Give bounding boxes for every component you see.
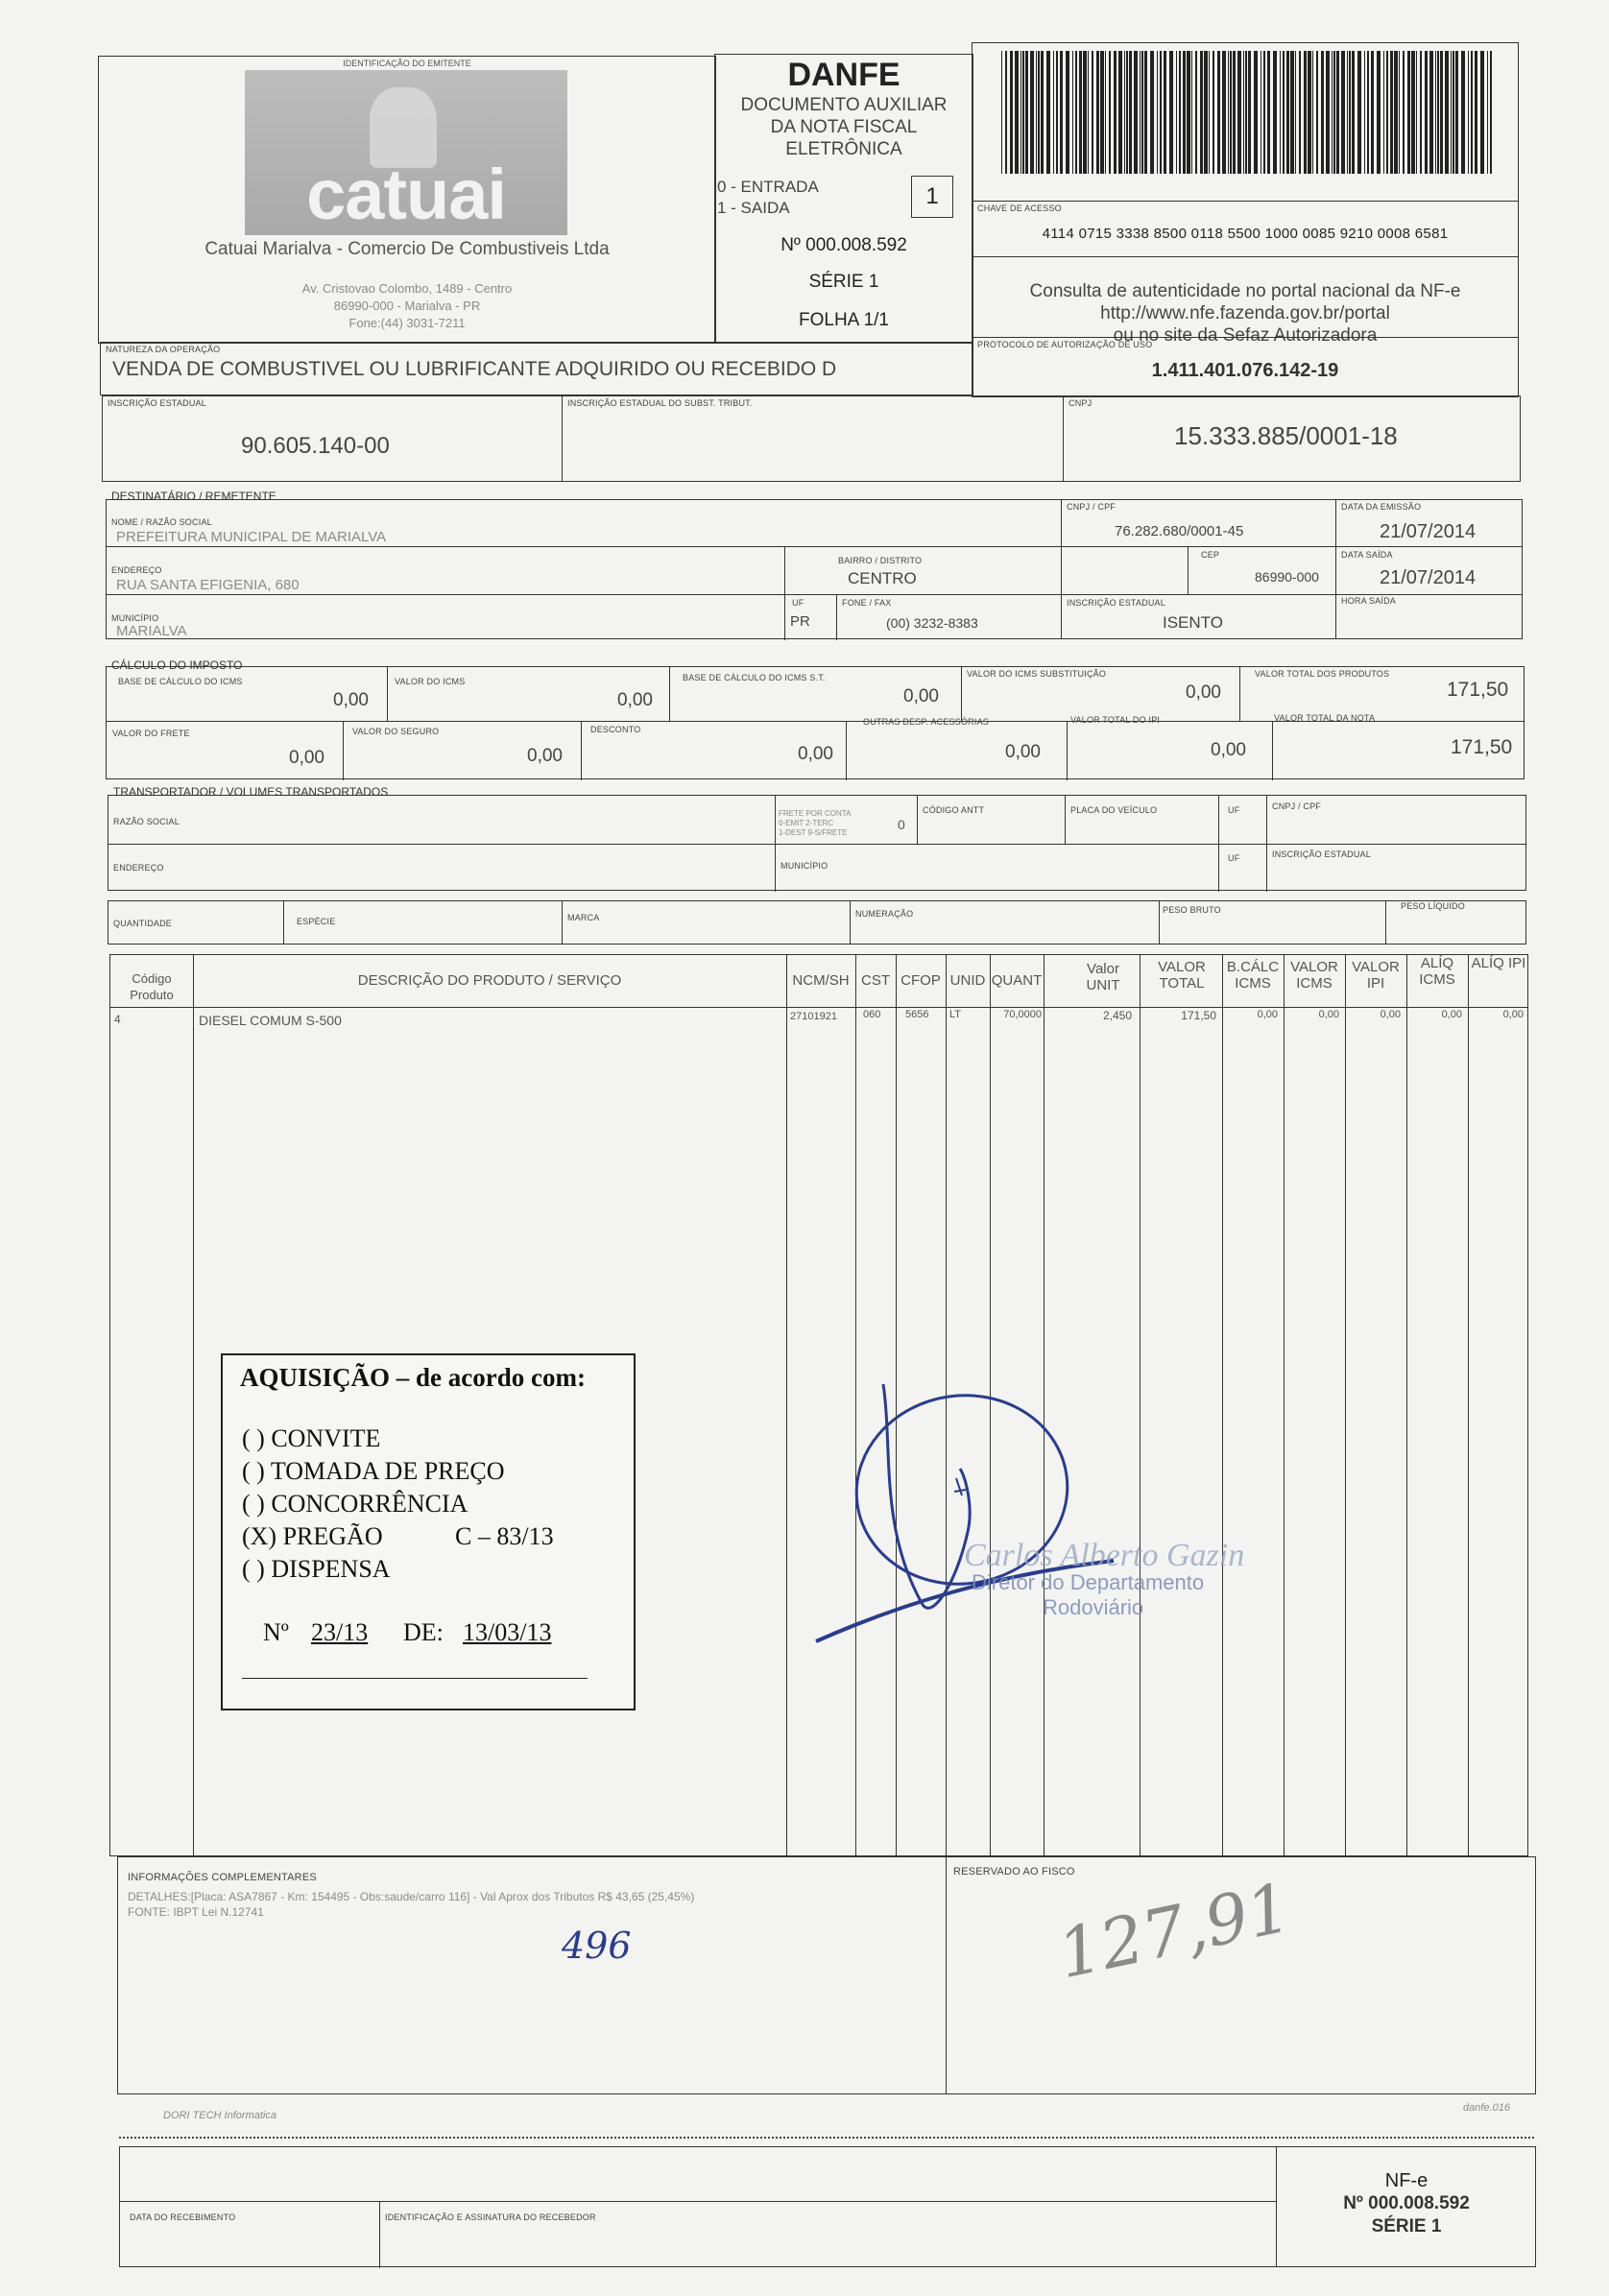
destinatario-section-label: DESTINATÁRIO / REMETENTE — [111, 490, 276, 503]
barcode-bar — [1295, 51, 1296, 174]
col-descricao: DESCRIÇÃO DO PRODUTO / SERVIÇO — [357, 972, 622, 989]
barcode-bar — [1083, 51, 1087, 174]
frete-value: 0 — [898, 817, 905, 832]
barcode-bar — [1347, 51, 1348, 174]
barcode-bar — [1336, 51, 1339, 174]
row-vtotal: 171,50 — [1181, 1009, 1216, 1022]
chave-label: CHAVE DE ACESSO — [977, 203, 1062, 213]
row-aipi: 0,00 — [1502, 1009, 1524, 1020]
stamp-opt-pregao: (X) PREGÃO — [242, 1522, 383, 1550]
dest-emissao-label: DATA DA EMISSÃO — [1341, 502, 1422, 512]
barcode-bar — [1204, 51, 1208, 174]
stamp-de-label: DE: — [403, 1618, 444, 1646]
v-seguro-label: VALOR DO SEGURO — [352, 727, 440, 736]
emitente-address2: 86990-000 - Marialva - PR — [333, 299, 481, 313]
dest-ie-label: INSCRIÇÃO ESTADUAL — [1067, 598, 1165, 608]
col-codigo: Código Produto — [130, 971, 174, 1002]
bc-icms-st-value: 0,00 — [903, 686, 939, 706]
chave-value: 4114 0715 3338 8500 0118 5500 1000 0085 9210 0008 6581 — [1042, 226, 1449, 242]
stamp-opt-tomada: ( ) TOMADA DE PREÇO — [242, 1457, 505, 1485]
signature-drawing — [787, 1363, 1210, 1670]
col-cfop: CFOP — [901, 972, 941, 989]
row-descricao: DIESEL COMUM S-500 — [199, 1013, 342, 1028]
info-label: INFORMAÇÕES COMPLEMENTARES — [128, 1872, 317, 1883]
col-quant: QUANT — [991, 972, 1043, 989]
barcode-bar — [1100, 51, 1104, 174]
emitente-address1: Av. Cristovao Colombo, 1489 - Centro — [301, 281, 513, 296]
barcode-bar — [1290, 51, 1294, 174]
barcode-bar — [1326, 51, 1330, 174]
col-bcalc: B.CÁLC ICMS — [1226, 959, 1280, 992]
danfe-box — [714, 54, 973, 344]
barcode-bar — [1245, 51, 1247, 174]
barcode-bar — [1475, 51, 1477, 174]
barcode-bar — [1134, 51, 1138, 174]
imposto-box — [106, 666, 1525, 779]
outras-desp-label: OUTRAS DESP. ACESSÓRIAS — [863, 717, 989, 727]
barcode-bar — [1195, 51, 1197, 174]
col-cst: CST — [861, 972, 890, 989]
row-unid: LT — [949, 1009, 962, 1020]
saida-label: 1 - SAIDA — [717, 199, 790, 217]
fisco-label: RESERVADO AO FISCO — [953, 1866, 1075, 1877]
footer-danfe-code: danfe.016 — [1463, 2102, 1510, 2114]
canhoto-box — [119, 2146, 1536, 2267]
barcode-bar — [1286, 51, 1289, 174]
logo-text: catuai — [306, 155, 506, 234]
bc-icms-st-label: BASE DE CÁLCULO DO ICMS S.T. — [683, 673, 826, 682]
barcode-bar — [1332, 51, 1333, 174]
barcode-bar — [1357, 51, 1361, 174]
row-ncm: 27101921 — [790, 1011, 837, 1022]
transp-uf-label: UF — [1228, 805, 1240, 815]
v-frete-value: 0,00 — [289, 748, 324, 768]
stamp-num-label: Nº — [263, 1618, 289, 1646]
dest-cnpj-label: CNPJ / CPF — [1067, 502, 1117, 512]
barcode-bar — [1399, 51, 1400, 174]
transp-cnpj-label: CNPJ / CPF — [1272, 801, 1322, 811]
peso-bruto-label: PESO BRUTO — [1163, 905, 1221, 915]
protocolo-value: 1.411.401.076.142-19 — [1151, 360, 1339, 381]
emitente-box — [98, 56, 716, 344]
barcode-bar — [1141, 51, 1143, 174]
col-vipi: VALOR IPI — [1352, 959, 1400, 992]
company-logo — [245, 70, 567, 235]
barcode-bar — [1096, 51, 1099, 174]
row-cfop: 5656 — [905, 1009, 929, 1020]
barcode-bar — [1429, 51, 1433, 174]
dest-hora-label: HORA SAÍDA — [1341, 596, 1397, 606]
barcode-bar — [1200, 51, 1203, 174]
barcode-bar — [1038, 51, 1040, 174]
barcode-bar — [1088, 51, 1089, 174]
dest-fone: (00) 3232-8383 — [886, 615, 978, 631]
col-vicms: VALOR ICMS — [1290, 959, 1338, 992]
natureza-box — [100, 342, 973, 395]
stamp-opt-concorrencia: ( ) CONCORRÊNCIA — [242, 1490, 468, 1518]
marca-label: MARCA — [567, 913, 600, 922]
barcode-bar — [1160, 51, 1162, 174]
barcode-bar — [1425, 51, 1428, 174]
natureza-label: NATUREZA DA OPERAÇÃO — [106, 345, 221, 354]
barcode-bar — [1228, 51, 1229, 174]
col-unid: UNID — [949, 972, 986, 989]
barcode-bar — [1056, 51, 1058, 174]
barcode-bar — [1010, 51, 1013, 174]
dest-bairro-label: BAIRRO / DISTRITO — [838, 556, 923, 565]
barcode-bar — [1341, 51, 1345, 174]
chave-box — [972, 42, 1519, 397]
danfe-serie: SÉRIE 1 — [808, 272, 879, 292]
barcode-bar — [1237, 51, 1241, 174]
barcode-bar — [1176, 51, 1177, 174]
barcode-bar — [1079, 51, 1082, 174]
barcode-bar — [1243, 51, 1244, 174]
barcode-bar — [1377, 51, 1381, 174]
barcode-bar — [1420, 51, 1422, 174]
recebimento-label: DATA DO RECEBIMENTO — [130, 2212, 236, 2222]
antt-label: CÓDIGO ANTT — [923, 805, 985, 815]
danfe-title: DANFE — [787, 57, 901, 93]
barcode-bar — [1394, 51, 1398, 174]
desconto-label: DESCONTO — [590, 725, 641, 734]
danfe-numero: Nº 000.008.592 — [780, 235, 907, 255]
desconto-value: 0,00 — [798, 744, 833, 764]
stamp-num: 23/13 — [311, 1618, 369, 1646]
barcode-bar — [1352, 51, 1355, 174]
barcode-bar — [1072, 51, 1073, 174]
signature-name: Carlos Alberto Gazin — [964, 1538, 1245, 1573]
barcode-bar — [1157, 51, 1158, 174]
col-ncm: NCM/SH — [792, 972, 850, 989]
barcode-bar — [1453, 51, 1454, 174]
bc-icms-value: 0,00 — [333, 690, 369, 710]
barcode-bar — [1407, 51, 1410, 174]
ie-st-label: INSCRIÇÃO ESTADUAL DO SUBST. TRIBUT. — [567, 398, 753, 408]
v-seguro-value: 0,00 — [527, 746, 563, 766]
row-bcalc: 0,00 — [1257, 1009, 1278, 1020]
footer-software: DORI TECH Informatica — [163, 2110, 276, 2121]
barcode-bar — [1030, 51, 1034, 174]
signature-dept: Rodoviário — [1043, 1595, 1144, 1619]
barcode-bar — [1092, 51, 1093, 174]
v-total-nota-label: VALOR TOTAL DA NOTA — [1274, 713, 1376, 723]
v-icms-value: 0,00 — [617, 690, 653, 710]
numeracao-label: NUMERAÇÃO — [855, 909, 914, 919]
barcode-bar — [1451, 51, 1452, 174]
transp-uf2-label: UF — [1228, 853, 1240, 863]
barcode-bar — [1126, 51, 1128, 174]
v-total-produtos-value: 171,50 — [1447, 679, 1509, 701]
barcode-bar — [1222, 51, 1226, 174]
outras-desp-value: 0,00 — [1005, 742, 1041, 762]
barcode-bar — [1129, 51, 1132, 174]
dest-municipio-label: MUNICÍPIO — [111, 613, 159, 623]
tipo-operacao: 1 — [911, 176, 953, 218]
barcode-bar — [1437, 51, 1439, 174]
barcode-bar — [1191, 51, 1192, 174]
barcode-bar — [1480, 51, 1484, 174]
barcode-bar — [1267, 51, 1270, 174]
barcode-bar — [1109, 51, 1111, 174]
barcode-bar — [1490, 51, 1492, 174]
dest-cep: 86990-000 — [1255, 569, 1319, 585]
info-line2: FONTE: IBPT Lei N.12741 — [128, 1905, 264, 1919]
placa-label: PLACA DO VEÍCULO — [1070, 805, 1158, 815]
barcode-bar — [1150, 51, 1154, 174]
barcode-bar — [1140, 51, 1141, 174]
cnpj-label: CNPJ — [1069, 398, 1093, 408]
peso-liquido-label: PESO LÍQUIDO — [1401, 901, 1465, 911]
col-aicms: ALÍQ ICMS — [1419, 955, 1455, 988]
barcode-bar — [1248, 51, 1251, 174]
barcode-bar — [1440, 51, 1443, 174]
barcode-bar — [1321, 51, 1324, 174]
volumes-box — [108, 900, 1526, 945]
ie-row — [102, 395, 1521, 482]
barcode-bar — [1280, 51, 1281, 174]
dest-ie: ISENTO — [1163, 613, 1223, 632]
stamp-pregao-ref: C – 83/13 — [455, 1522, 554, 1550]
info-box — [117, 1856, 1536, 2094]
barcode-bar — [1304, 51, 1307, 174]
fisco-handwritten: 127,91 — [1051, 1868, 1298, 1995]
bc-icms-label: BASE DE CÁLCULO DO ICMS — [118, 677, 243, 686]
dest-cnpj: 76.282.680/0001-45 — [1115, 523, 1244, 539]
barcode-bar — [1209, 51, 1210, 174]
barcode-bar — [1263, 51, 1265, 174]
natureza-value: VENDA DE COMBUSTIVEL OU LUBRIFICANTE ADQUIRIDO OU RECEBIDO D — [112, 358, 837, 380]
aquisicao-stamp — [221, 1353, 636, 1710]
quantidade-label: QUANTIDADE — [113, 919, 173, 928]
stamp-opt-dispensa: ( ) DISPENSA — [242, 1555, 391, 1583]
barcode-bar — [1230, 51, 1232, 174]
v-frete-label: VALOR DO FRETE — [112, 729, 190, 738]
row-quant: 70,0000 — [1003, 1009, 1042, 1020]
dest-municipio: MARIALVA — [116, 623, 187, 639]
consulta-url[interactable]: http://www.nfe.fazenda.gov.br/portal — [1100, 303, 1390, 323]
barcode-bar — [1187, 51, 1190, 174]
v-total-produtos-label: VALOR TOTAL DOS PRODUTOS — [1255, 669, 1390, 679]
barcode-bar — [1390, 51, 1393, 174]
ie-label: INSCRIÇÃO ESTADUAL — [108, 398, 206, 408]
barcode-bar — [1015, 51, 1019, 174]
v-ipi-value: 0,00 — [1211, 740, 1246, 760]
frete-label-2: 0-EMIT 2-TERC — [779, 819, 834, 827]
barcode-bar — [1075, 51, 1077, 174]
barcode-bar — [1455, 51, 1458, 174]
row-aicms: 0,00 — [1441, 1009, 1462, 1020]
danfe-subtitle3: ELETRÔNICA — [785, 139, 902, 159]
dest-saida: 21/07/2014 — [1380, 567, 1477, 588]
recebedor-label: IDENTIFICAÇÃO E ASSINATURA DO RECEBEDOR — [385, 2212, 596, 2222]
dest-fone-label: FONE / FAX — [842, 598, 892, 608]
barcode-bar — [1283, 51, 1285, 174]
row-vipi: 0,00 — [1380, 1009, 1401, 1020]
info-line1: DETALHES:[Placa: ASA7867 - Km: 154495 - Obs:saude/carro 116] - Val Aprox dos Tributos R$ 43,65 (25,45%) — [128, 1890, 695, 1903]
transp-municipio-label: MUNICÍPIO — [780, 861, 829, 871]
emitente-name: Catuai Marialva - Comercio De Combustiveis Ltda — [204, 239, 610, 259]
barcode-bar — [1386, 51, 1388, 174]
barcode-bar — [1022, 51, 1024, 174]
barcode-bar — [1114, 51, 1117, 174]
barcode-bar — [1041, 51, 1044, 174]
barcode-bar — [1461, 51, 1465, 174]
barcode-bar — [1333, 51, 1335, 174]
v-ipi-label: VALOR TOTAL DO IPI — [1070, 715, 1161, 725]
barcode-bar — [1471, 51, 1473, 174]
barcode-bar — [1053, 51, 1054, 174]
cut-line — [119, 2137, 1534, 2139]
barcode-bar — [1164, 51, 1166, 174]
dest-nome: PREFEITURA MUNICIPAL DE MARIALVA — [116, 529, 387, 545]
transportador-section-label: TRANSPORTADOR / VOLUMES TRANSPORTADOS — [113, 785, 389, 799]
col-aipi: ALÍQ IPI — [1471, 955, 1526, 971]
barcode-bar — [1124, 51, 1125, 174]
barcode-bar — [1364, 51, 1365, 174]
danfe-subtitle2: DA NOTA FISCAL — [770, 117, 918, 137]
barcode-bar — [1025, 51, 1028, 174]
barcode-bar — [1308, 51, 1311, 174]
col-vtotal: VALOR TOTAL — [1158, 959, 1206, 992]
transp-razao-label: RAZÃO SOCIAL — [113, 817, 180, 826]
emitente-section-label: IDENTIFICAÇÃO DO EMITENTE — [343, 59, 471, 68]
row-codigo: 4 — [114, 1013, 121, 1026]
ie-value: 90.605.140-00 — [241, 433, 390, 459]
consulta-line1: Consulta de autenticidade no portal nacional da NF-e — [1029, 281, 1461, 301]
barcode-bar — [1416, 51, 1417, 174]
dest-emissao: 21/07/2014 — [1380, 521, 1477, 542]
row-cst: 060 — [863, 1009, 881, 1020]
stamp-opt-convite: ( ) CONVITE — [242, 1424, 381, 1452]
dest-nome-label: NOME / RAZÃO SOCIAL — [111, 517, 212, 527]
imposto-section-label: CÁLCULO DO IMPOSTO — [111, 658, 243, 672]
transp-ie-label: INSCRIÇÃO ESTADUAL — [1272, 849, 1371, 859]
dest-uf: PR — [790, 613, 810, 630]
transportador-box — [108, 795, 1526, 891]
dest-endereco-label: ENDEREÇO — [111, 565, 162, 575]
v-total-nota-value: 171,50 — [1451, 736, 1513, 758]
barcode-bar — [1060, 51, 1063, 174]
canhoto-nfe: NF-e — [1384, 2170, 1429, 2191]
barcode-bar — [1217, 51, 1220, 174]
dest-endereco: RUA SANTA EFIGENIA, 680 — [116, 577, 300, 593]
barcode-bar — [1349, 51, 1351, 174]
cnpj-value: 15.333.885/0001-18 — [1174, 421, 1398, 450]
v-icms-st-label: VALOR DO ICMS SUBSTITUIÇÃO — [967, 669, 1107, 679]
barcode-bar — [1299, 51, 1301, 174]
barcode-bar — [1233, 51, 1236, 174]
entrada-label: 0 - ENTRADA — [717, 178, 819, 196]
stamp-date: 13/03/13 — [463, 1618, 552, 1646]
barcode-bar — [1411, 51, 1415, 174]
signature-title: Diretor do Departamento — [972, 1570, 1205, 1594]
frete-label-3: 1-DEST 9-S/FRETE — [779, 828, 848, 837]
protocolo-label: PROTOCOLO DE AUTORIZAÇÃO DE USO — [977, 340, 1153, 349]
danfe-subtitle1: DOCUMENTO AUXILIAR — [740, 95, 948, 115]
barcode-bar — [1254, 51, 1258, 174]
barcode-bar — [1036, 51, 1037, 174]
barcode-bar — [1487, 51, 1488, 174]
barcode-bar — [1383, 51, 1384, 174]
dest-uf-label: UF — [792, 598, 804, 608]
emitente-phone: Fone:(44) 3031-7211 — [348, 316, 466, 330]
v-icms-st-value: 0,00 — [1186, 682, 1221, 703]
barcode-bar — [1005, 51, 1007, 174]
canhoto-serie: SÉRIE 1 — [1371, 2216, 1442, 2236]
barcode-bar — [1445, 51, 1449, 174]
barcode-bar — [1316, 51, 1318, 174]
especie-label: ESPÉCIE — [297, 917, 336, 926]
barcode-bar — [1367, 51, 1369, 174]
handwritten-496: 496 — [562, 1925, 632, 1967]
barcode-bar — [1312, 51, 1313, 174]
stamp-title: AQUISIÇÃO – de acordo com: — [240, 1363, 586, 1392]
barcode-bar — [1118, 51, 1122, 174]
col-vunit: Valor UNIT — [1086, 961, 1120, 993]
barcode — [1001, 51, 1493, 174]
barcode-bar — [1403, 51, 1405, 174]
dest-bairro: CENTRO — [848, 569, 917, 587]
barcode-bar — [1371, 51, 1374, 174]
barcode-bar — [1183, 51, 1186, 174]
barcode-bar — [1001, 51, 1002, 174]
canhoto-numero: Nº 000.008.592 — [1343, 2193, 1470, 2213]
dest-cep-label: CEP — [1201, 550, 1220, 560]
barcode-bar — [1179, 51, 1181, 174]
barcode-bar — [1066, 51, 1069, 174]
transp-endereco-label: ENDEREÇO — [113, 863, 164, 873]
barcode-bar — [1468, 51, 1469, 174]
row-vicms: 0,00 — [1318, 1009, 1339, 1020]
barcode-bar — [1213, 51, 1214, 174]
dest-saida-label: DATA SAÍDA — [1341, 550, 1393, 560]
danfe-folha: FOLHA 1/1 — [799, 310, 889, 330]
barcode-bar — [1435, 51, 1436, 174]
v-icms-label: VALOR DO ICMS — [395, 677, 466, 686]
row-vunit: 2,450 — [1102, 1009, 1132, 1022]
frete-label-1: FRETE POR CONTA — [779, 809, 852, 818]
barcode-bar — [1169, 51, 1173, 174]
barcode-bar — [1144, 51, 1147, 174]
destinatario-box — [106, 499, 1523, 639]
consulta-line3: ou no site da Sefaz Autorizadora — [1113, 325, 1378, 346]
barcode-bar — [1105, 51, 1106, 174]
barcode-bar — [1046, 51, 1050, 174]
barcode-bar — [1273, 51, 1277, 174]
